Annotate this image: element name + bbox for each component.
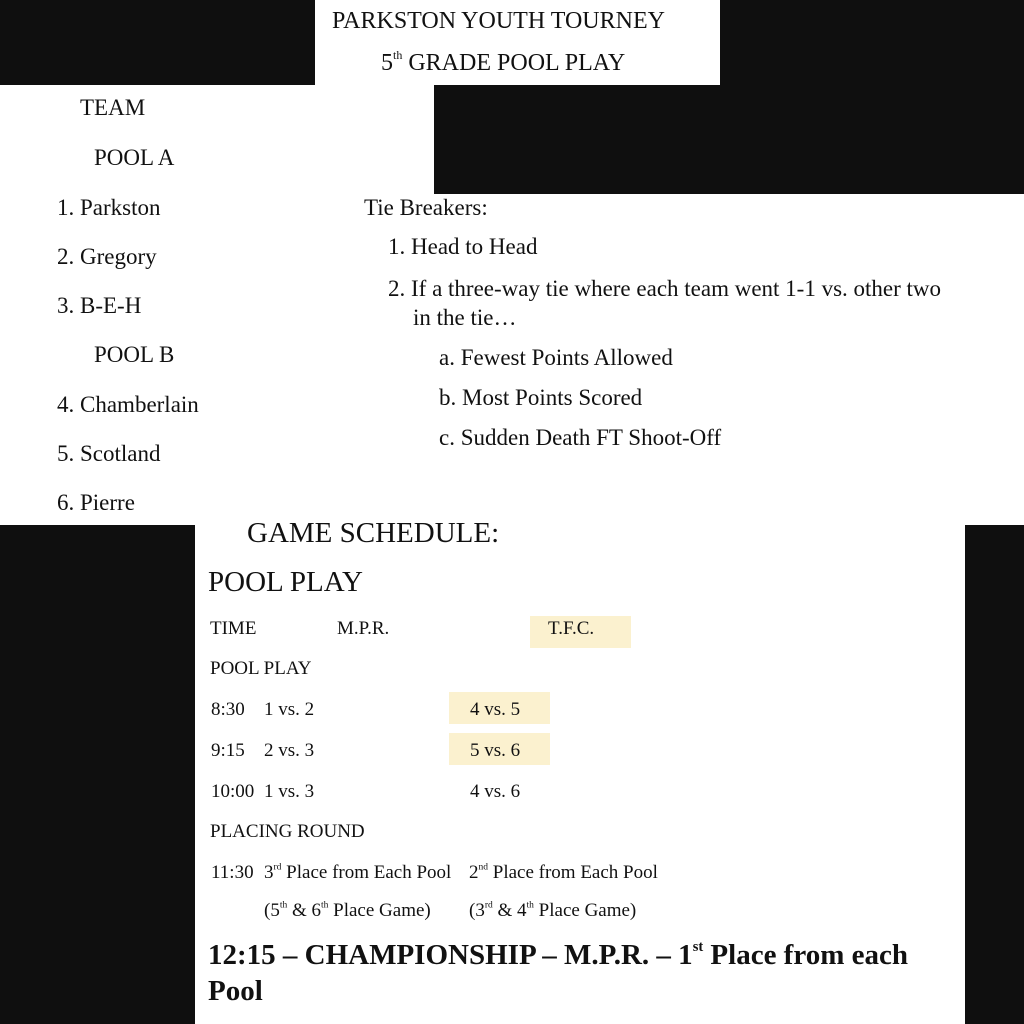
game-mpr: 2 vs. 3 bbox=[264, 740, 315, 761]
tourney-title: PARKSTON YOUTH TOURNEY bbox=[332, 8, 665, 34]
placing-round-label: PLACING ROUND bbox=[210, 821, 365, 842]
pool-play-title: POOL PLAY bbox=[208, 566, 363, 598]
game-mpr: 1 vs. 3 bbox=[264, 781, 315, 802]
col-mpr-header: M.P.R. bbox=[337, 618, 390, 639]
schedule-heading: GAME SCHEDULE: bbox=[247, 517, 500, 549]
pool-b-heading: POOL B bbox=[94, 342, 175, 367]
game-tfc: 4 vs. 6 bbox=[470, 781, 521, 802]
tie-breaker-subrule: b. Most Points Scored bbox=[439, 385, 643, 410]
tourney-subtitle: 5th GRADE POOL PLAY bbox=[381, 48, 626, 76]
tie-breaker-subrule: a. Fewest Points Allowed bbox=[439, 345, 673, 370]
team-item: 5. Scotland bbox=[57, 441, 161, 466]
tie-breaker-subrule: c. Sudden Death FT Shoot-Off bbox=[439, 425, 722, 450]
team-item: 2. Gregory bbox=[57, 244, 157, 269]
pool-a-heading: POOL A bbox=[94, 145, 175, 170]
team-item: 6. Pierre bbox=[57, 490, 135, 515]
tie-breakers-heading: Tie Breakers: bbox=[364, 195, 488, 220]
placing-game-tfc: (3rd & 4th Place Game) bbox=[469, 900, 637, 921]
team-item: 4. Chamberlain bbox=[57, 392, 199, 417]
placing-game-mpr: (5th & 6th Place Game) bbox=[264, 900, 431, 921]
game-time: 8:30 bbox=[211, 699, 245, 720]
game-tfc: 4 vs. 5 bbox=[470, 699, 521, 720]
pool-play-label: POOL PLAY bbox=[210, 658, 312, 679]
game-time: 9:15 bbox=[211, 740, 245, 761]
team-item: 1. Parkston bbox=[57, 195, 161, 220]
col-time-header: TIME bbox=[210, 618, 257, 639]
team-item: 3. B-E-H bbox=[57, 293, 142, 318]
tie-breaker-rule-cont: in the tie… bbox=[413, 305, 517, 330]
placing-mpr: 3rd Place from Each Pool bbox=[264, 862, 452, 883]
game-time: 10:00 bbox=[211, 781, 255, 802]
championship-line: 12:15 – CHAMPIONSHIP – M.P.R. – 1st Place from each bbox=[208, 938, 908, 971]
header-panel bbox=[315, 0, 720, 85]
tie-breaker-rule: 1. Head to Head bbox=[388, 234, 538, 259]
placing-tfc: 2nd Place from Each Pool bbox=[469, 862, 658, 883]
col-tfc-header: T.F.C. bbox=[548, 618, 595, 639]
tie-breaker-rule: 2. If a three-way tie where each team went 1-1 vs. other two bbox=[388, 276, 942, 301]
placing-time: 11:30 bbox=[211, 862, 254, 883]
team-heading: TEAM bbox=[80, 95, 146, 120]
championship-line-cont: Pool bbox=[208, 975, 263, 1007]
game-tfc: 5 vs. 6 bbox=[470, 740, 521, 761]
game-mpr: 1 vs. 2 bbox=[264, 699, 315, 720]
